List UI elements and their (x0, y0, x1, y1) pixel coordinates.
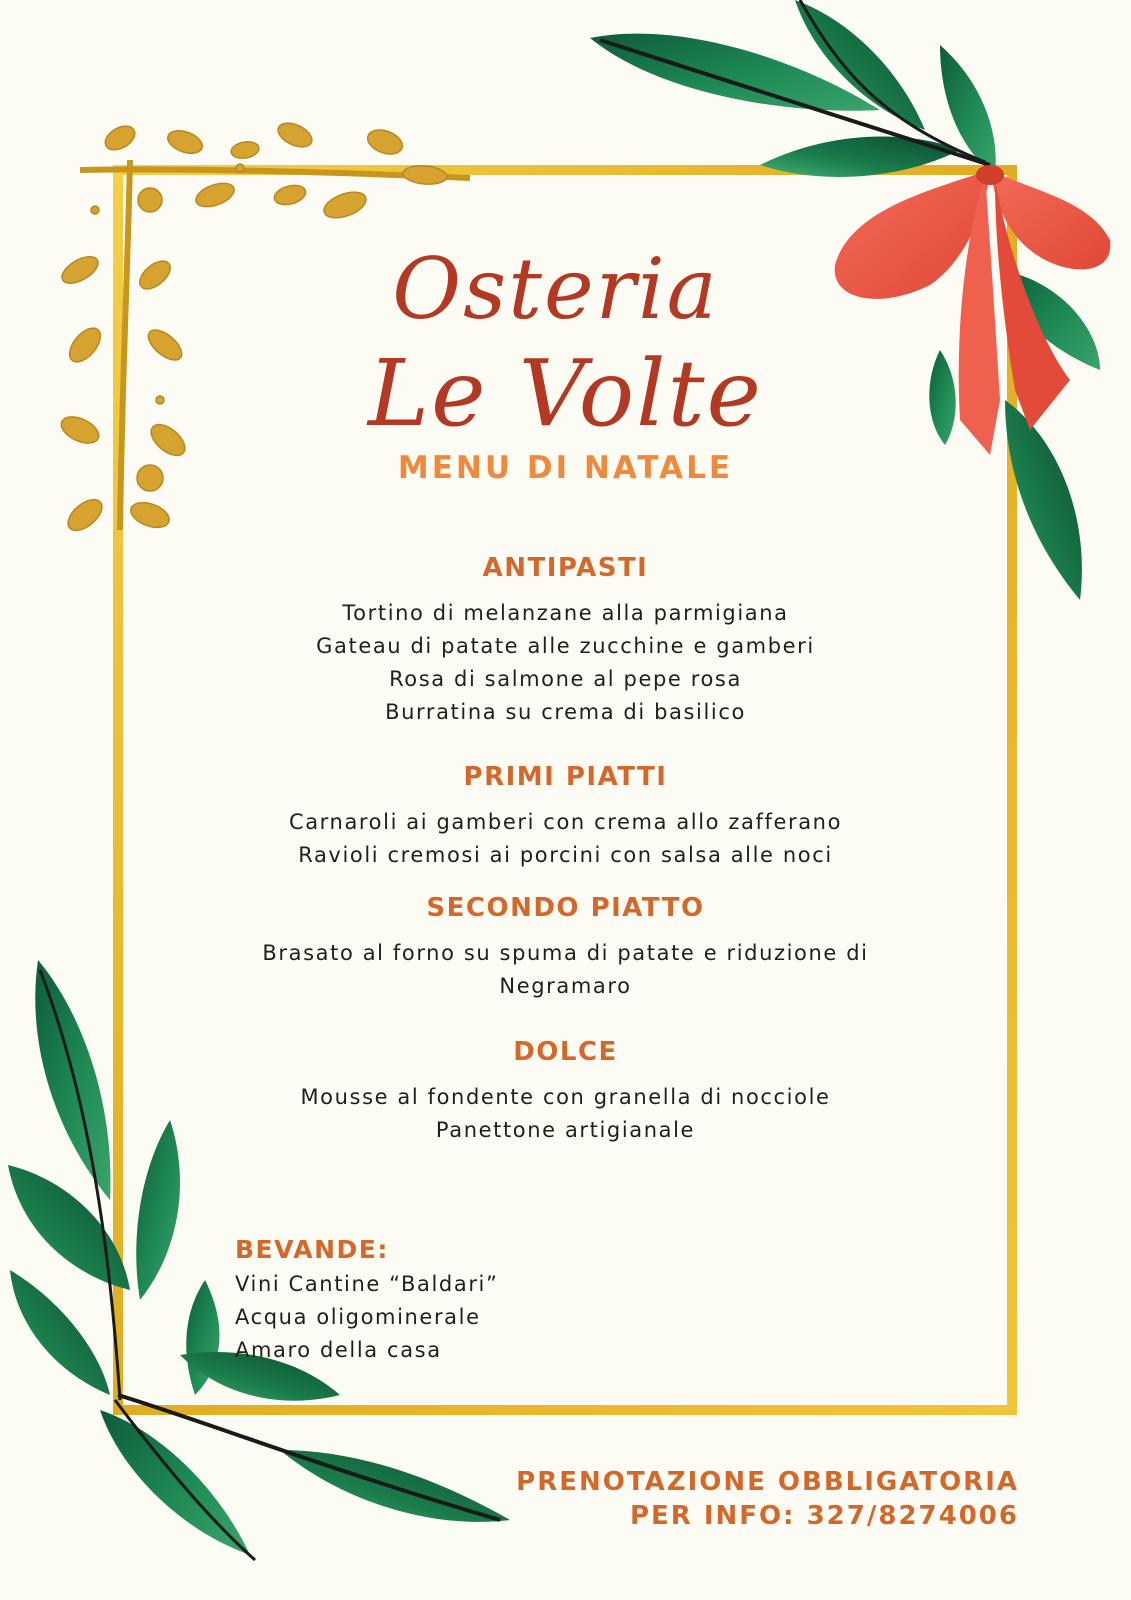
info-phone: PER INFO: 327/8274006 (629, 1501, 1019, 1531)
section-title: BEVANDE: (235, 1235, 389, 1264)
menu-item: Gateau di patate alle zucchine e gamberi (316, 634, 815, 658)
menu-item: Burratina su crema di basilico (385, 700, 746, 724)
menu-item: Brasato al forno su spuma di patate e riduzione di (262, 941, 869, 965)
beverage-item: Acqua oligominerale (235, 1305, 481, 1329)
reservation-notice: PRENOTAZIONE OBBLIGATORIA (516, 1467, 1019, 1497)
menu-item: Rosa di salmone al pepe rosa (389, 667, 742, 691)
reservation-footer (516, 1465, 1019, 1533)
menu-item: Panettone artigianale (435, 1118, 696, 1142)
section-title: ANTIPASTI (482, 553, 649, 583)
menu-item: Ravioli cremosi ai porcini con salsa alle noci (298, 843, 833, 867)
restaurant-name-line1: Osteria (392, 240, 719, 338)
menu-item: Tortino di melanzane alla parmigiana (342, 601, 789, 625)
menu-item: Mousse al fondente con granella di nocciole (300, 1085, 831, 1109)
beverage-item: Vini Cantine “Baldari” (235, 1272, 499, 1296)
section-antipasti (0, 553, 1131, 729)
menu-item: Negramaro (499, 974, 632, 998)
section-title: SECONDO PIATTO (426, 893, 705, 923)
section-title: PRIMI PIATTI (463, 762, 668, 792)
section-bevande (235, 1235, 498, 1367)
menu-title: MENU DI NATALE (397, 450, 734, 486)
section-title: DOLCE (513, 1037, 618, 1067)
section-primi-piatti (0, 762, 1131, 872)
section-secondo-piatto (0, 893, 1131, 1003)
section-dolce (0, 1037, 1131, 1147)
restaurant-name-line2: Le Volte (367, 340, 763, 447)
beverage-item: Amaro della casa (235, 1338, 442, 1362)
menu-item: Carnaroli ai gamberi con crema allo zafferano (288, 810, 843, 834)
